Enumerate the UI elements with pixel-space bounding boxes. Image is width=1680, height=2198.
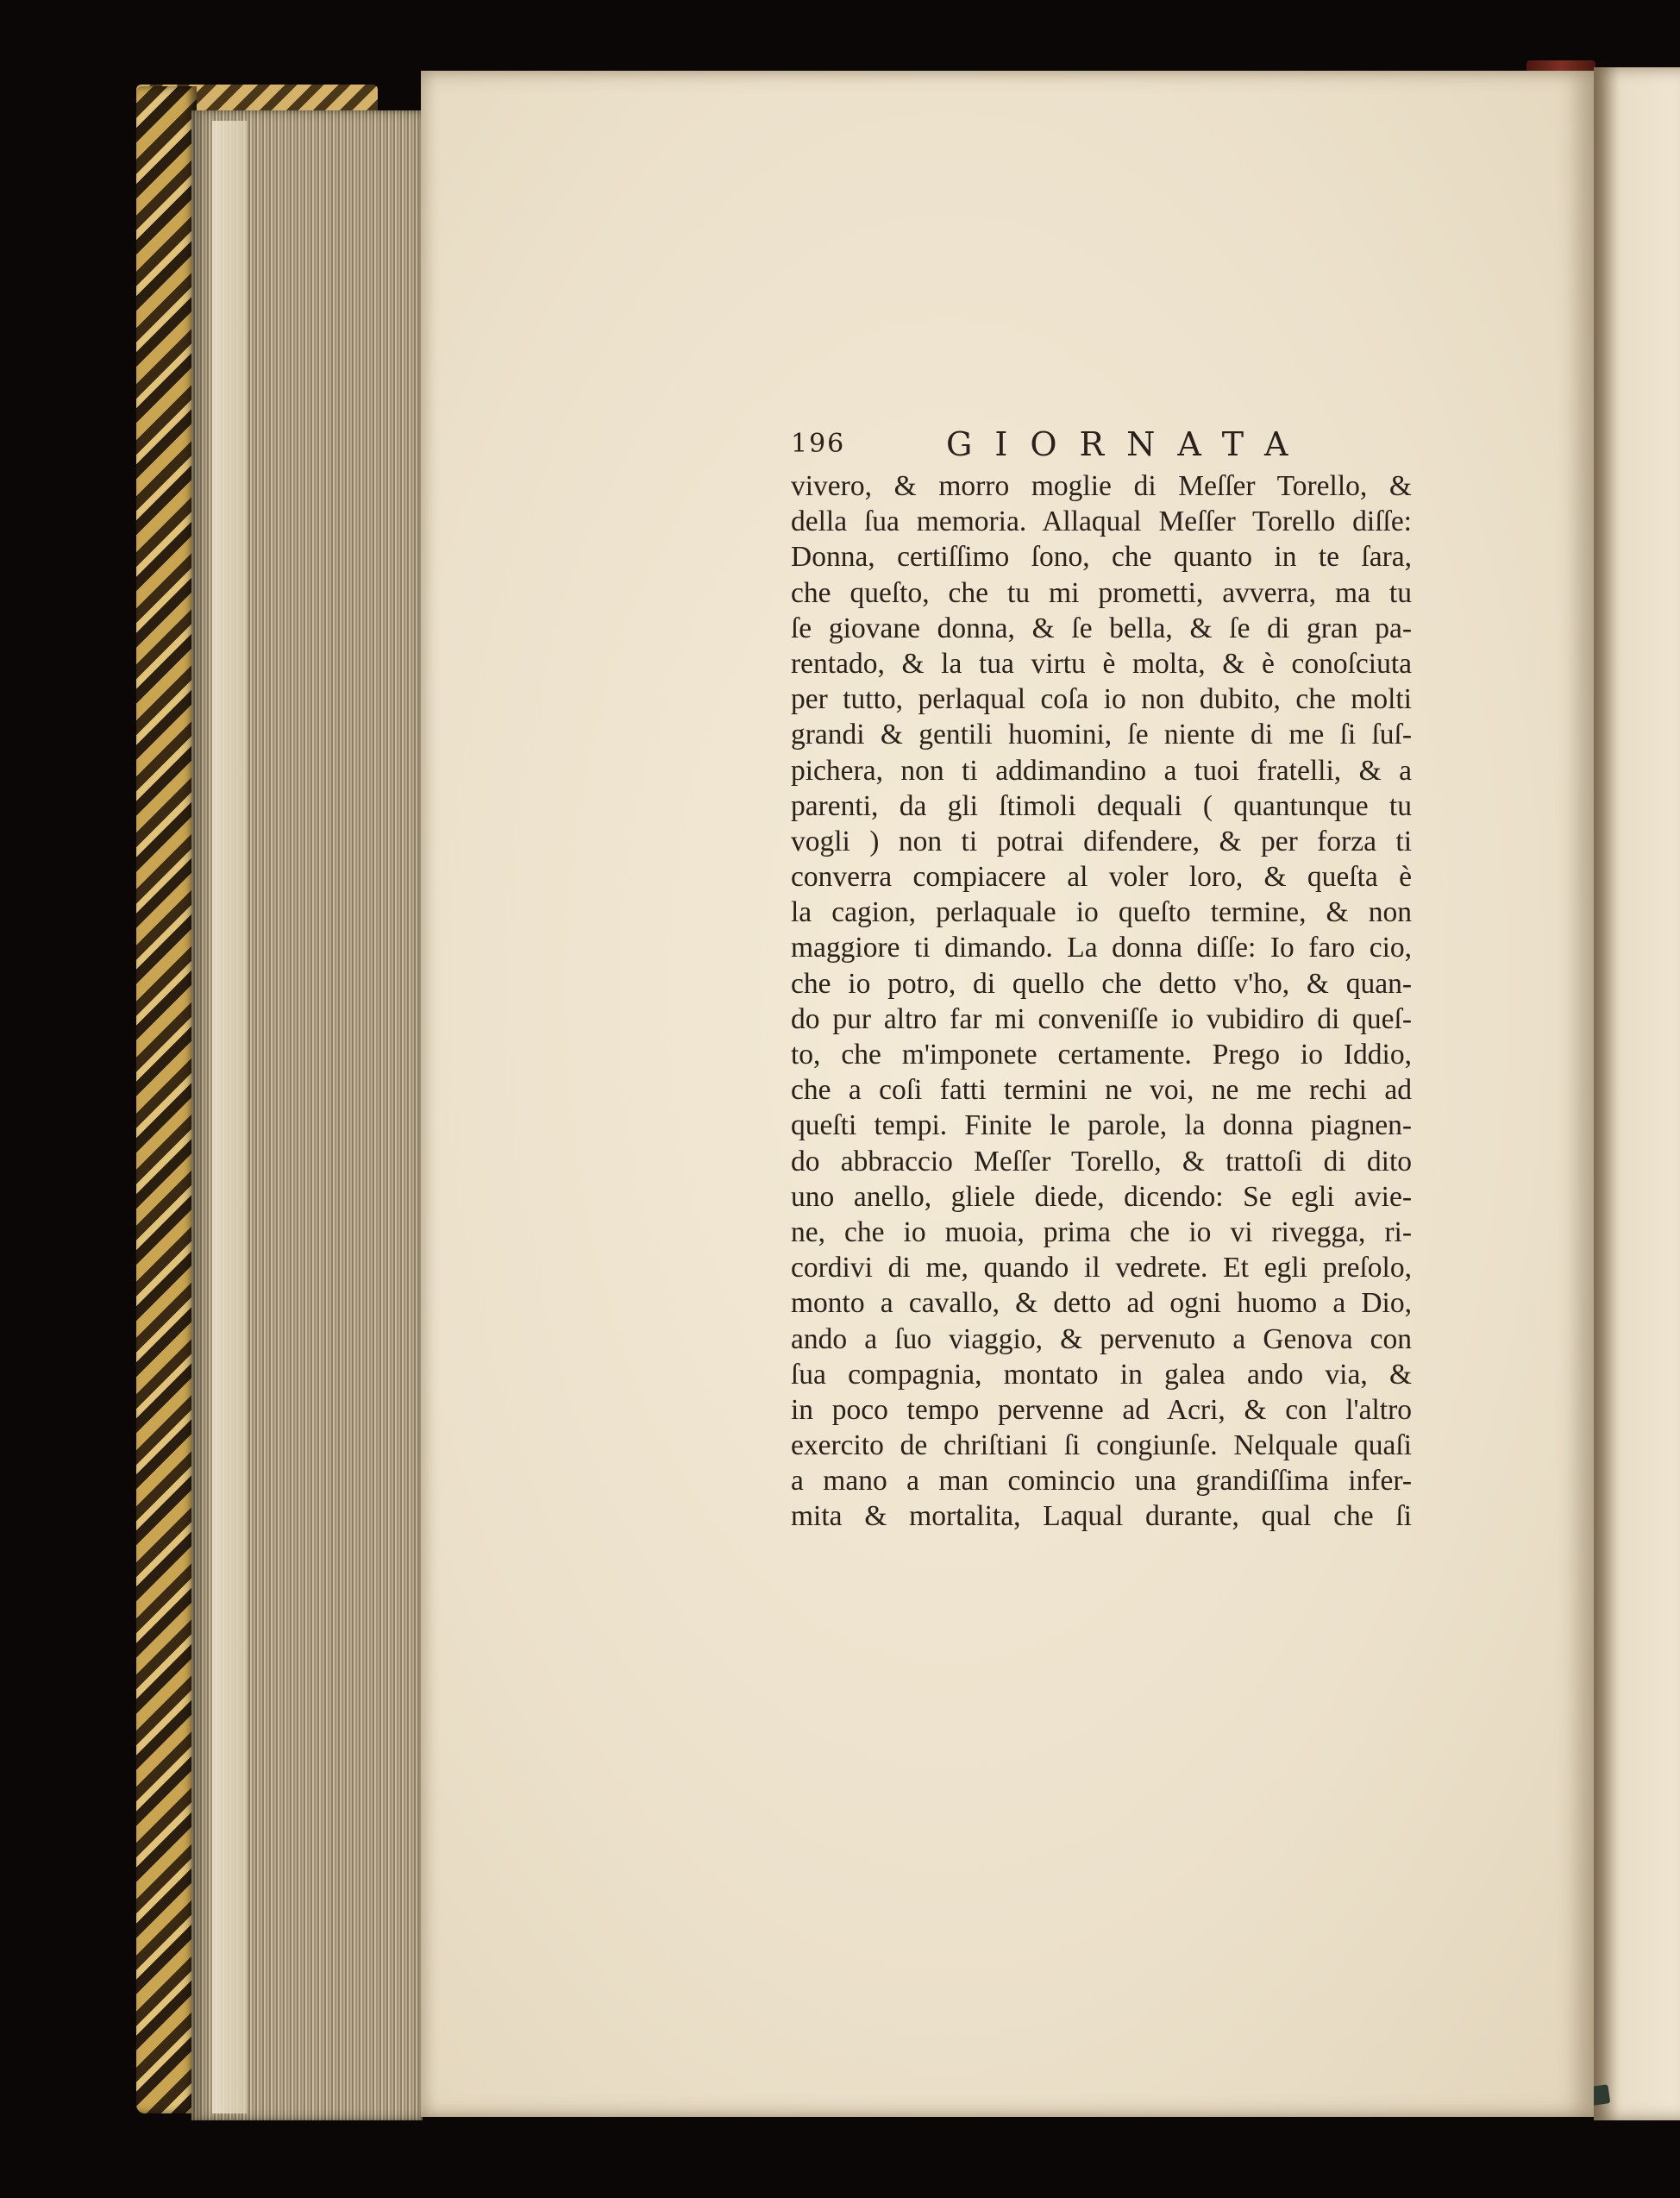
text-line: in poco tempo pervenne ad Acri, & con l'altro [791, 1393, 1412, 1426]
text-line: do abbraccio Meſſer Torello, & trattoſi di dito [791, 1145, 1412, 1178]
text-line: exercito de chriſtiani ſi congiunſe. Nelquale quaſi [791, 1429, 1412, 1462]
text-body [791, 468, 1412, 1535]
text-line: che io potro, di quello che detto v'ho, & quan- [791, 967, 1412, 1000]
text-line: che a coſi fatti termini ne voi, ne me rechi ad [791, 1074, 1412, 1107]
text-line: converra compiacere al voler loro, & queſta è [791, 861, 1412, 894]
page-header [791, 425, 1412, 468]
text-line: rentado, & la tua virtu è molta, & è conoſciuta [791, 647, 1412, 680]
text-line: ſe giovane donna, & ſe bella, & ſe di gran pa- [791, 612, 1412, 644]
text-line: della ſua memoria. Allaqual Meſſer Torello diſſe: [791, 506, 1412, 538]
page-fore-edge-highlight [212, 121, 247, 2113]
text-line: vogli ) non ti potrai difendere, & per forza ti [791, 825, 1412, 857]
text-line: grandi & gentili huomini, ſe niente di me ſi ſuſ- [791, 719, 1412, 751]
text-line: ne, che io muoia, prima che io vi rivegga, ri- [791, 1215, 1412, 1248]
text-line: to, che m'imponete certamente. Prego io Iddio, [791, 1039, 1412, 1071]
text-line: che queſto, che tu mi prometti, avverra, ma tu [791, 576, 1412, 609]
gilt-spine-edge [136, 86, 197, 2113]
text-line: uno anello, gliele diede, dicendo: Se egli avie- [791, 1180, 1412, 1213]
text-line: queſti tempi. Finite le parole, la donna piagnen- [791, 1109, 1412, 1142]
page-number: 196 [791, 429, 846, 459]
text-line: parenti, da gli ſtimoli dequali ( quantunque tu [791, 789, 1412, 822]
page-text [791, 425, 1412, 1535]
text-line: la cagion, perlaquale io queſto termine, & non [791, 896, 1412, 929]
text-line: cordivi di me, quando il vedrete. Et egli preſolo, [791, 1252, 1412, 1284]
text-line: vivero, & morro moglie di Meſſer Torello, & [791, 470, 1412, 502]
text-line: mita & mortalita, Laqual durante, qual che ſi [791, 1500, 1412, 1533]
running-head: GIORNATA [946, 425, 1311, 463]
text-line: pichera, non ti addimandino a tuoi fratelli, & a [791, 754, 1412, 787]
text-line: ando a ſuo viaggio, & pervenuto a Genova con [791, 1322, 1412, 1355]
text-line: per tutto, perlaqual coſa io non dubito, che molti [791, 683, 1412, 716]
text-line: maggiore ti dimando. La donna diſſe: Io faro cio, [791, 932, 1412, 964]
text-line: ſua compagnia, montato in galea ando via, & [791, 1358, 1412, 1391]
facing-page-sliver [1594, 67, 1680, 2120]
text-line: do pur altro far mi conveniſſe io vubidiro di queſ- [791, 1002, 1412, 1035]
text-line: a mano a man comincio una grandiſſima infer- [791, 1465, 1412, 1498]
text-line: monto a cavallo, & detto ad ogni huomo a Dio, [791, 1287, 1412, 1320]
text-line: Donna, certiſſimo ſono, che quanto in te ſara, [791, 541, 1412, 574]
